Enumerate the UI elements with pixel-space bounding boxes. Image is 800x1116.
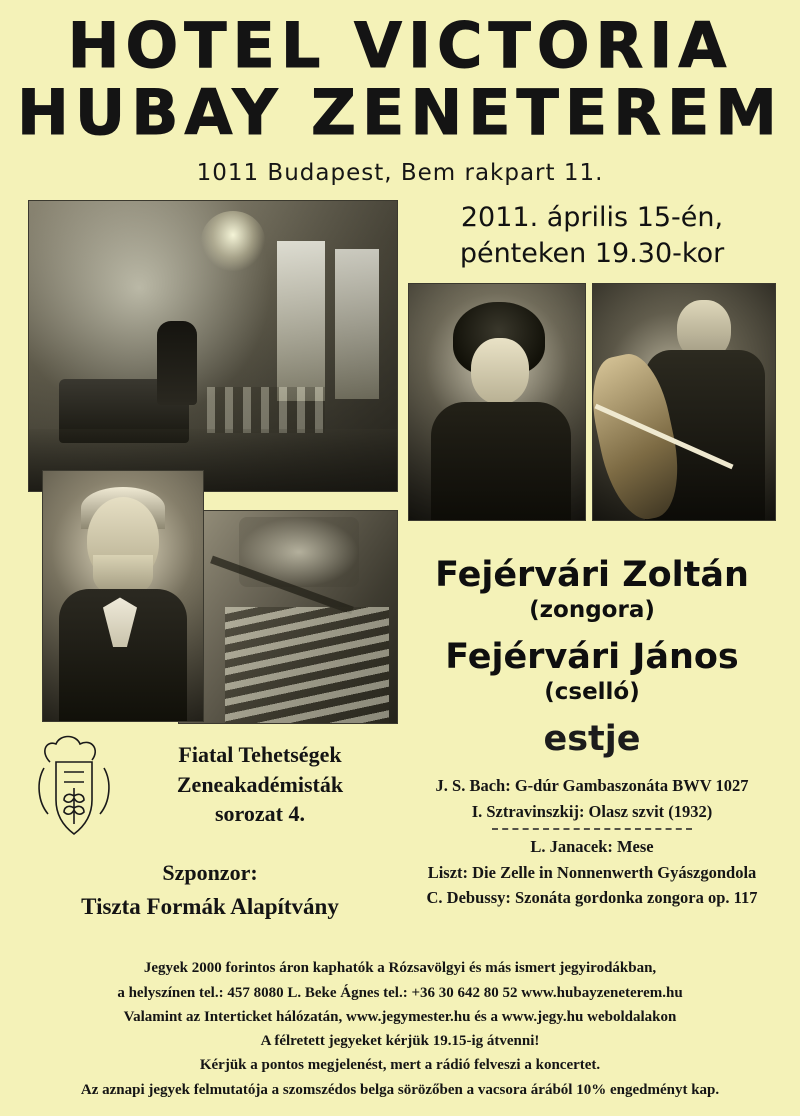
performer-photos xyxy=(408,283,776,521)
pianist-face-detail xyxy=(471,338,529,404)
series-line-3: sorozat 4. xyxy=(214,800,306,826)
hubay-jeno-portrait-photo xyxy=(42,470,204,722)
footer-line: Az aznapi jegyek felmutatója a szomszédos belga sörözőben a vacsora árából 10% engedményt kap. xyxy=(80,1081,720,1098)
series-info xyxy=(150,740,370,827)
series-line-2: Zeneakadémisták xyxy=(176,771,344,797)
window-detail-right xyxy=(335,249,379,399)
ticket-info-footer xyxy=(0,956,800,1102)
window-detail-left xyxy=(277,241,325,401)
sponsor-label: Szponzor: xyxy=(162,860,258,886)
event-date xyxy=(408,200,776,270)
right-column xyxy=(408,200,776,911)
closing-word: estje xyxy=(543,719,641,760)
program-divider xyxy=(492,828,692,830)
program-item: C. Debussy: Szonáta gordonka zongora op. 117 xyxy=(426,888,758,908)
pianist-body-detail xyxy=(431,402,571,521)
artist-1-name: Fejérvári Zoltán xyxy=(435,554,749,595)
steps-detail xyxy=(225,607,389,723)
artist-2-instrument: (cselló) xyxy=(544,679,640,706)
venue-title-line-2: HUBAY ZENETEREM xyxy=(16,76,783,150)
sponsor-name: Tiszta Formák Alapítvány xyxy=(81,894,339,920)
event-date-line-2: pénteken 19.30-kor xyxy=(459,237,725,269)
footer-line: Valamint az Interticket hálózatán, www.jegymester.hu és a www.jegy.hu weboldalakon xyxy=(123,1008,677,1025)
sponsor-block xyxy=(20,860,400,920)
program-list xyxy=(408,773,776,911)
venue-title-line-1: HOTEL VICTORIA xyxy=(67,9,733,82)
artists-block xyxy=(408,555,776,760)
poster-body xyxy=(0,200,800,940)
chandelier-detail xyxy=(201,211,265,271)
performer-silhouette xyxy=(157,321,197,405)
heraldic-crest-emblem xyxy=(30,728,118,846)
event-date-line-1: 2011. április 15-én, xyxy=(460,202,724,234)
program-item: Liszt: Die Zelle in Nonnenwerth Gyászgondola xyxy=(427,862,757,882)
artist-1-instrument: (zongora) xyxy=(529,596,655,623)
footer-line: Kérjük a pontos megjelenést, mert a rádió felveszi a koncertet. xyxy=(199,1057,601,1074)
program-item: L. Janacek: Mese xyxy=(530,837,654,857)
program-item: J. S. Bach: G-dúr Gambaszonáta BWV 1027 xyxy=(435,776,749,796)
footer-line: A félretett jegyeket kérjük 19.15-ig átvenni! xyxy=(260,1033,540,1050)
cellist-performing-photo xyxy=(592,283,776,521)
venue-address: 1011 Budapest, Bem rakpart 11. xyxy=(196,160,604,187)
footer-line: a helyszínen tel.: 457 8080 L. Beke Ágnes tel.: +36 30 642 80 52 www.hubayzeneterem.hu xyxy=(117,984,683,1001)
series-line-1: Fiatal Tehetségek xyxy=(178,742,342,768)
left-column xyxy=(28,200,398,492)
poster-header xyxy=(0,0,800,186)
concert-hall-photo xyxy=(28,200,398,492)
chairs-detail xyxy=(207,387,325,433)
pianist-portrait-photo xyxy=(408,283,586,521)
program-item: I. Sztravinszkij: Olasz szvit (1932) xyxy=(471,801,713,821)
artist-2-name: Fejérvári János xyxy=(445,636,739,677)
staircase-photo xyxy=(178,510,398,724)
footer-line: Jegyek 2000 forintos áron kaphatók a Rózsavölgyi és más ismert jegyirodákban, xyxy=(143,960,657,977)
